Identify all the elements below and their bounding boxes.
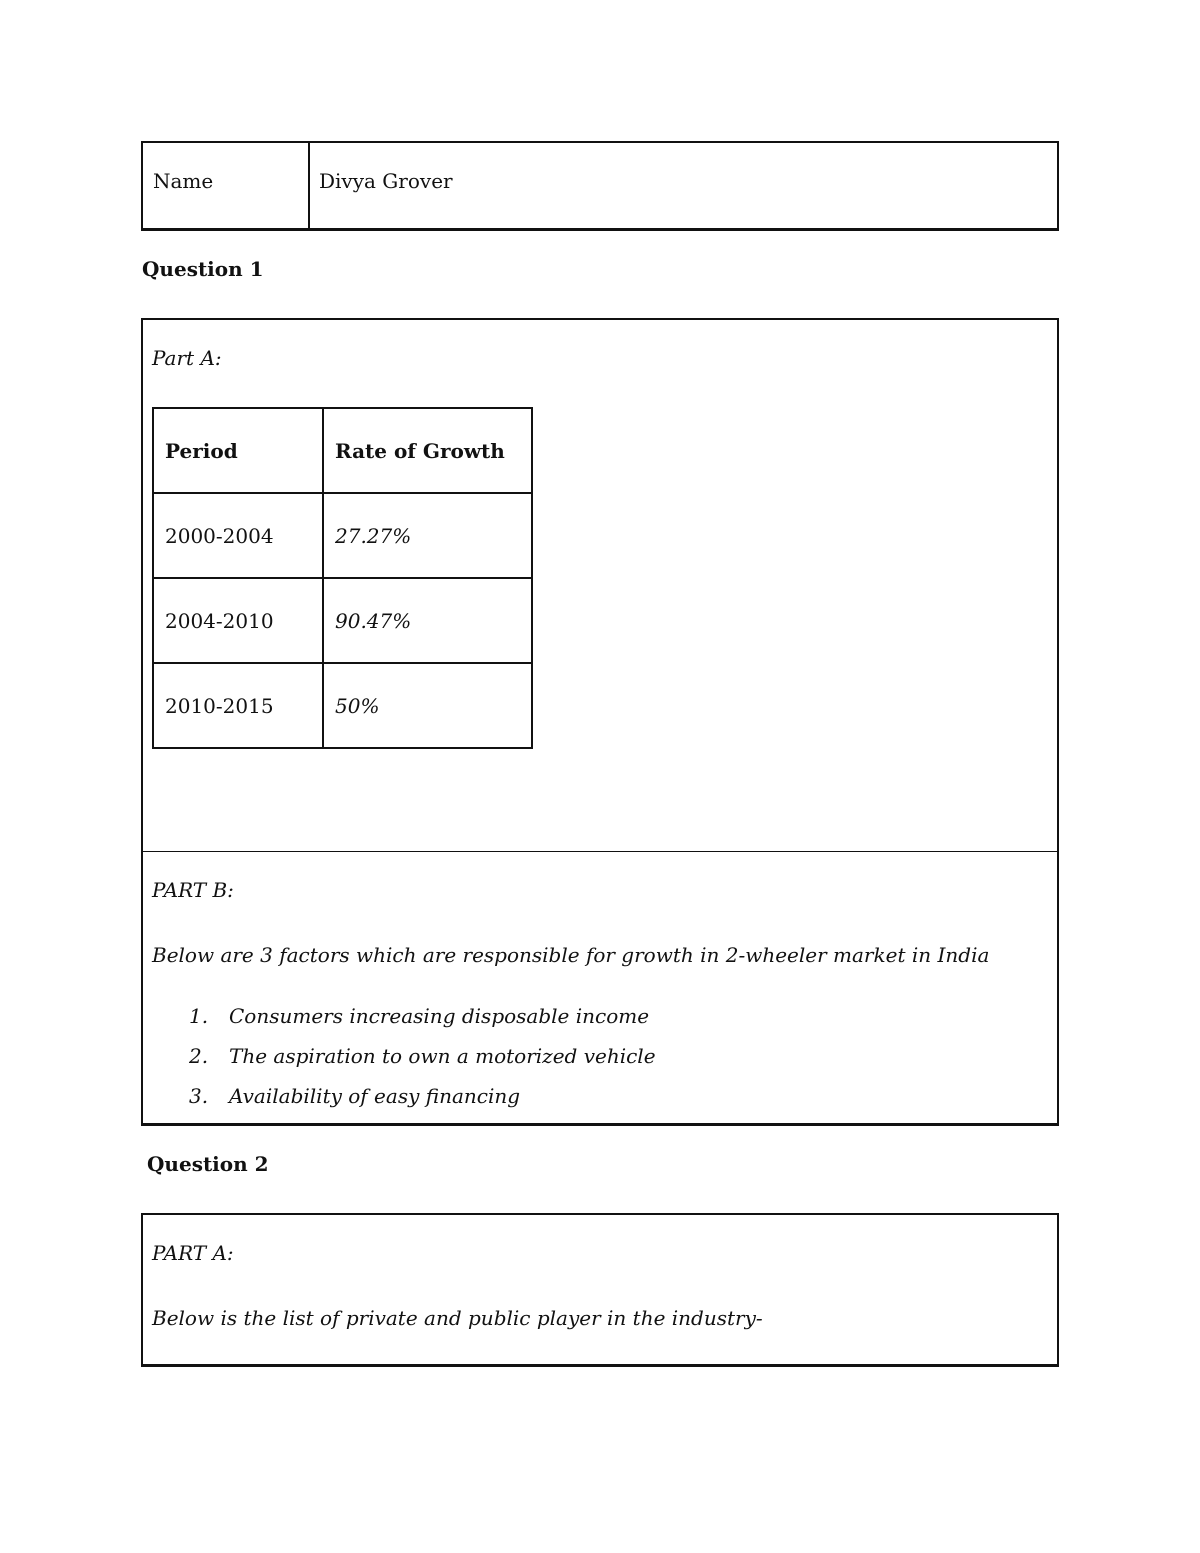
table-row (153, 578, 532, 663)
rate-header: Rate of Growth (323, 408, 532, 493)
period-cell: 2004-2010 (153, 578, 323, 663)
period-cell: 2010-2015 (153, 663, 323, 748)
question-1-box (141, 318, 1059, 1126)
question-1-heading: Question 1 (142, 257, 264, 281)
rate-cell: 50% (323, 663, 532, 748)
factors-list (183, 1004, 656, 1124)
name-table (141, 141, 1059, 231)
rate-cell: 90.47% (323, 578, 532, 663)
growth-rate-table (152, 407, 533, 749)
period-cell: 2000-2004 (153, 493, 323, 578)
question-2-heading: Question 2 (147, 1152, 269, 1176)
rate-cell: 27.27% (323, 493, 532, 578)
list-item: 2. The aspiration to own a motorized vehicle (189, 1044, 656, 1068)
q2-part-a-intro: Below is the list of private and public player in the industry- (152, 1306, 763, 1330)
table-header-row (153, 408, 532, 493)
part-a-label: Part A: (152, 346, 222, 370)
question-2-box (141, 1213, 1059, 1367)
period-header: Period (153, 408, 323, 493)
table-row (153, 493, 532, 578)
table-row (153, 663, 532, 748)
name-label: Name (143, 143, 310, 228)
part-divider (143, 851, 1057, 852)
part-b-label: PART B: (152, 878, 234, 902)
part-b-intro: Below are 3 factors which are responsible for growth in 2-wheeler market in India (152, 943, 990, 967)
name-value: Divya Grover (319, 169, 453, 193)
list-item: 3. Availability of easy financing (189, 1084, 521, 1108)
q2-part-a-label: PART A: (152, 1241, 234, 1265)
list-item: 1. Consumers increasing disposable income (189, 1004, 650, 1028)
